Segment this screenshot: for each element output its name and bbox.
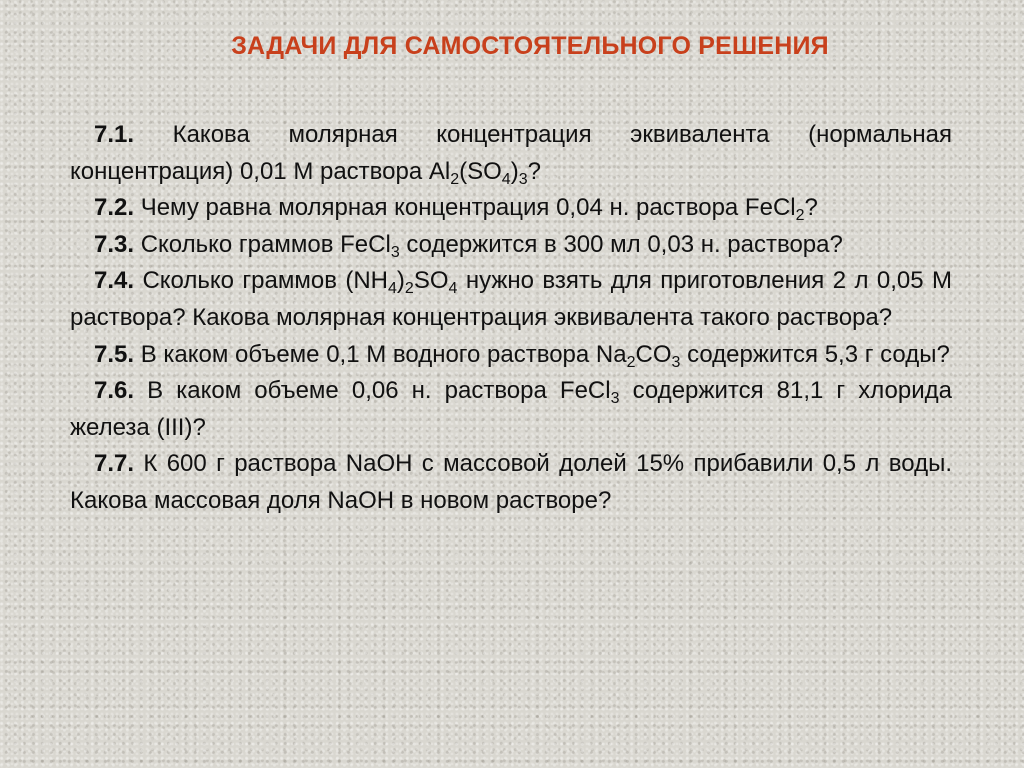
task-text: Какова молярная концентрация эквивалента (нормальная концентрация) 0,01 М раствора Al (70, 121, 952, 185)
subscript: 2 (450, 170, 460, 188)
task-item (70, 190, 952, 227)
task-text: Сколько граммов FeCl (134, 230, 391, 258)
subscript: 4 (388, 280, 397, 298)
task-item (70, 337, 952, 374)
task-text: В каком объеме 0,06 н. раствора FeCl (134, 377, 611, 405)
task-item (70, 117, 952, 190)
task-number: 7.3. (94, 230, 135, 258)
task-text: ? (804, 194, 818, 222)
task-text: ? (527, 157, 541, 185)
page-title: ЗАДАЧИ ДЛЯ САМОСТОЯТЕЛЬНОГО РЕШЕНИЯ (231, 32, 829, 60)
task-number: 7.4. (94, 267, 135, 295)
subscript: 4 (448, 280, 458, 298)
subscript: 2 (404, 280, 414, 298)
task-number: 7.7. (94, 450, 135, 478)
task-text: Чему равна молярная концентрация 0,04 н. раствора FeCl (134, 194, 796, 222)
task-text: содержится 5,3 г соды? (680, 340, 950, 368)
task-text: В каком объеме 0,1 М водного раствора Na (134, 340, 627, 368)
subscript: 3 (518, 170, 528, 188)
subscript: 3 (671, 353, 681, 371)
task-number: 7.6. (94, 377, 135, 405)
task-number: 7.2. (94, 194, 135, 222)
task-text: Сколько граммов (NH (134, 267, 389, 295)
task-text: CO (635, 340, 672, 368)
subscript: 4 (501, 170, 511, 188)
task-item (70, 446, 952, 519)
task-text: содержится в 300 мл 0,03 н. раствора? (399, 230, 843, 258)
task-text: (SO (459, 157, 502, 185)
task-number: 7.1. (94, 121, 135, 148)
task-list (70, 117, 952, 520)
subscript: 3 (610, 390, 620, 408)
task-item (70, 373, 952, 446)
task-text: К 600 г раствора NaOH с массовой долей 15% прибавили 0,5 л воды. Какова массовая доля NaOH в новом растворе? (70, 450, 952, 514)
task-text: ) (510, 157, 519, 185)
task-number: 7.5. (94, 340, 135, 368)
task-text: содержится 81,1 г хлорида железа (III)? (70, 377, 952, 441)
task-item (70, 263, 952, 336)
subscript: 2 (626, 353, 636, 371)
subscript: 2 (795, 207, 805, 225)
task-text: ) (396, 267, 405, 295)
task-item (70, 227, 952, 264)
task-text: нужно взять для приготовления 2 л 0,05 М раствора? Какова молярная концентрация эквивалента такого раствора? (70, 267, 952, 331)
subscript: 3 (390, 243, 400, 261)
task-text: SO (413, 267, 449, 295)
